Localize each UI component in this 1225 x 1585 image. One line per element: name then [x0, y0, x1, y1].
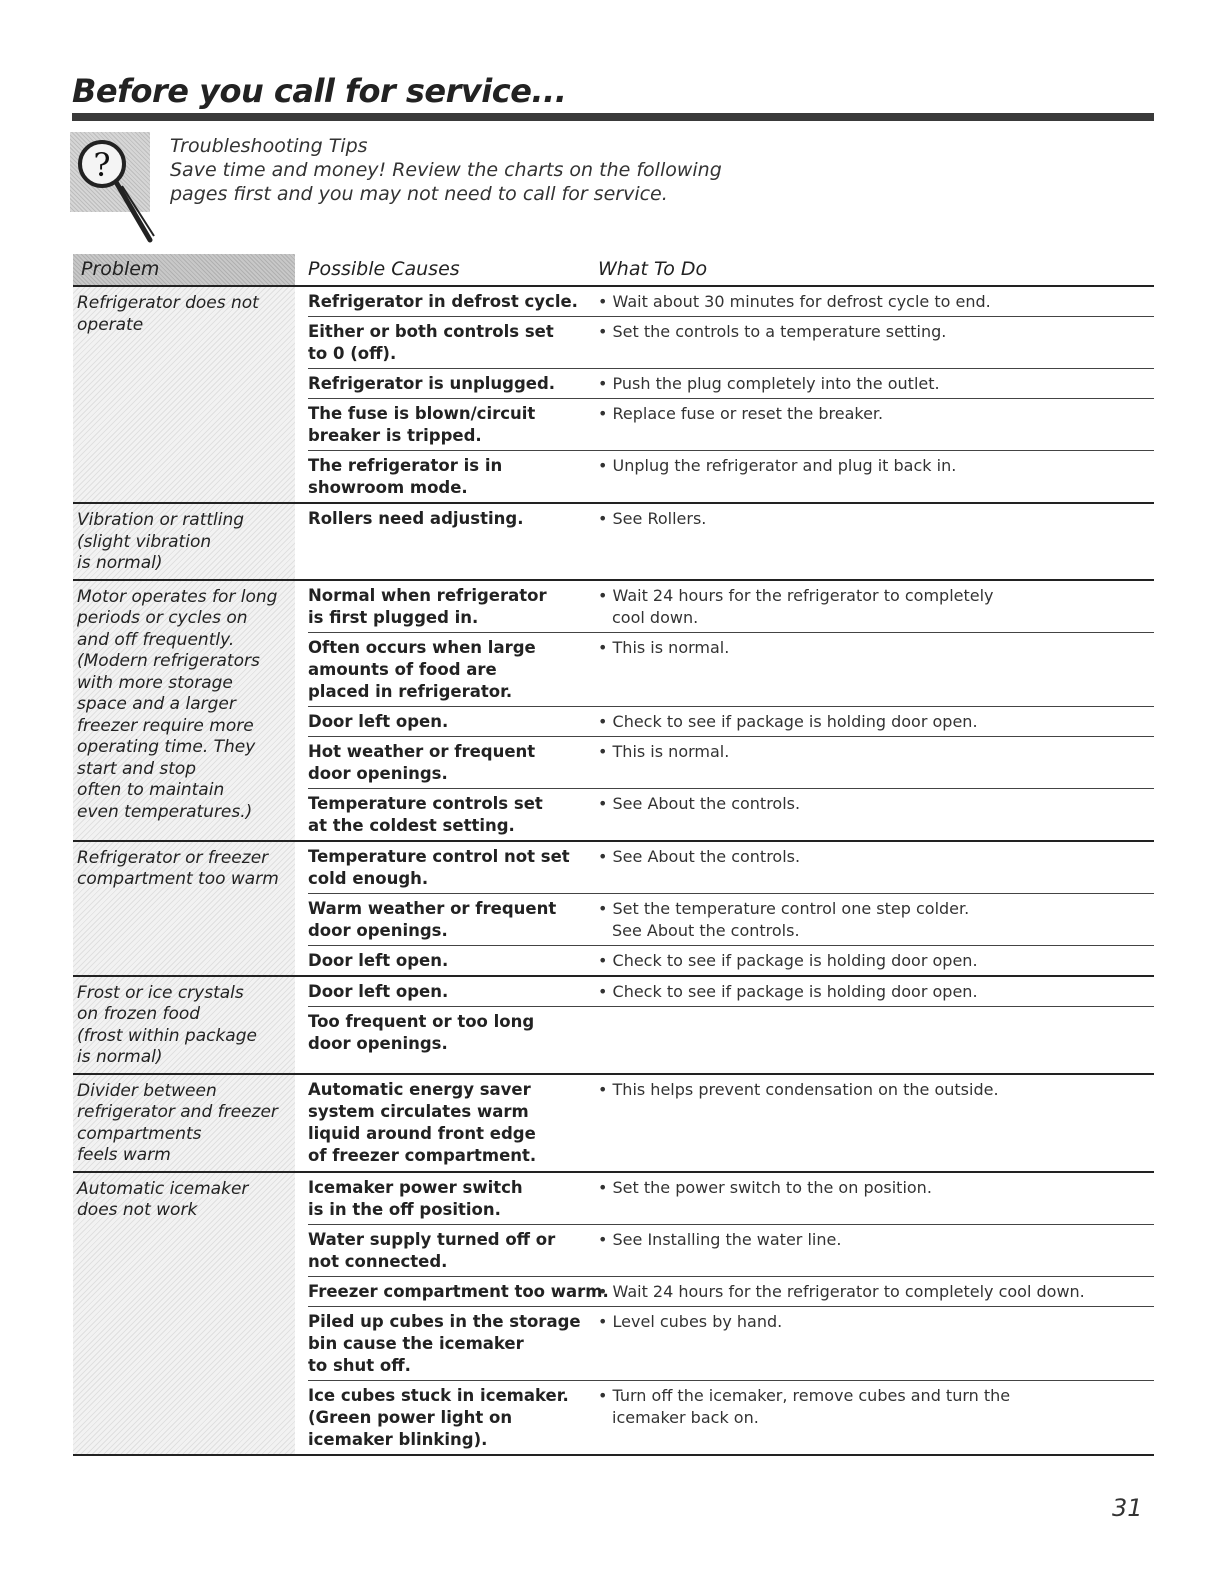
problem-line: often to maintain	[77, 780, 225, 800]
cause-line: showroom mode.	[308, 478, 468, 497]
header-problem: Problem	[73, 254, 295, 285]
todo-line: • See About the controls.	[598, 846, 801, 866]
cause-rows	[295, 504, 1154, 579]
table-row	[308, 317, 1154, 369]
what-to-do	[598, 981, 1154, 1003]
table-row	[308, 1381, 1154, 1454]
cause-rows	[295, 1173, 1154, 1454]
troubleshooting-table	[73, 254, 1154, 1456]
problem-cell	[73, 287, 295, 502]
table-row	[308, 633, 1154, 707]
problem-group	[73, 842, 1154, 977]
problem-line: space and a larger	[77, 694, 236, 714]
possible-cause	[308, 1229, 598, 1273]
cause-line: Water supply turned off or	[308, 1229, 556, 1249]
problem-group	[73, 504, 1154, 581]
magnifier-svg	[70, 132, 156, 244]
tips-line: Save time and money! Review the charts on the following	[170, 159, 722, 181]
table-row	[308, 894, 1154, 946]
problem-line: compartment too warm	[77, 869, 279, 889]
problem-line: is normal)	[77, 1047, 163, 1067]
what-to-do	[598, 846, 1154, 890]
cause-line: Temperature controls set	[308, 793, 543, 813]
what-to-do	[598, 373, 1154, 395]
what-to-do	[598, 403, 1154, 447]
table-row	[308, 707, 1154, 737]
problem-cell	[73, 842, 295, 975]
possible-cause	[308, 950, 598, 972]
table-row	[308, 1007, 1154, 1058]
todo-line: • This helps prevent condensation on the outside.	[598, 1079, 999, 1099]
cause-rows	[295, 842, 1154, 975]
possible-cause	[308, 637, 598, 703]
todo-line: • Check to see if package is holding door open.	[598, 950, 978, 970]
tips-line: pages first and you may not need to call for service.	[170, 183, 668, 205]
problem-line: Frost or ice crystals	[77, 982, 244, 1003]
problem-group	[73, 581, 1154, 842]
problem-line: is normal)	[77, 553, 163, 573]
todo-line: • See About the controls.	[598, 793, 801, 813]
problem-line: operate	[77, 314, 144, 335]
todo-line: • This is normal.	[598, 637, 730, 657]
cause-rows	[295, 1075, 1154, 1171]
cause-line: Freezer compartment too warm.	[308, 1281, 609, 1301]
table-row	[308, 789, 1154, 840]
cause-line: breaker is tripped.	[308, 426, 482, 445]
cause-line: Icemaker power switch	[308, 1177, 523, 1197]
what-to-do	[598, 1011, 1154, 1055]
problem-line: compartments	[77, 1123, 202, 1144]
what-to-do	[598, 455, 1154, 499]
header-possible-causes: Possible Causes	[308, 258, 460, 280]
table-row	[308, 1277, 1154, 1307]
todo-line: • Set the controls to a temperature setting.	[598, 322, 947, 341]
problem-group	[73, 287, 1154, 504]
cause-line: Door left open.	[308, 711, 449, 731]
possible-cause	[308, 1177, 598, 1221]
cause-line: Ice cubes stuck in icemaker.	[308, 1385, 569, 1405]
possible-cause	[308, 1011, 598, 1055]
todo-line: • This is normal.	[598, 741, 730, 761]
cause-line: of freezer compartment.	[308, 1145, 537, 1165]
table-row	[308, 581, 1154, 633]
todo-line: See About the controls.	[612, 920, 800, 940]
problem-line: Automatic icemaker	[77, 1178, 249, 1199]
table-body	[73, 287, 1154, 1456]
cause-line: amounts of food are	[308, 659, 497, 679]
problem-line: (frost within package	[77, 1025, 257, 1046]
problem-cell	[73, 977, 295, 1073]
cause-line: is first plugged in.	[308, 607, 479, 627]
problem-line: operating time. They	[77, 737, 256, 757]
problem-cell	[73, 581, 295, 840]
table-row	[308, 451, 1154, 502]
todo-line: • Wait 24 hours for the refrigerator to completely	[598, 585, 994, 605]
possible-cause	[308, 508, 598, 530]
problem-line: periods or cycles on	[77, 608, 248, 628]
problem-line: on frozen food	[77, 1004, 201, 1024]
page-number: 31	[1112, 1494, 1143, 1522]
possible-cause	[308, 585, 598, 629]
problem-line: Vibration or rattling	[77, 510, 245, 530]
cause-line: is in the off position.	[308, 1199, 501, 1219]
what-to-do	[598, 585, 1154, 629]
svg-text:?: ?	[93, 146, 111, 184]
what-to-do	[598, 1311, 1154, 1377]
possible-cause	[308, 981, 598, 1003]
problem-line: Refrigerator does not	[77, 293, 259, 313]
todo-line: • Check to see if package is holding door open.	[598, 711, 978, 731]
possible-cause	[308, 898, 598, 942]
what-to-do	[598, 291, 1154, 313]
cause-line: icemaker blinking).	[308, 1429, 488, 1449]
todo-line: • See Installing the water line.	[598, 1229, 842, 1249]
cause-line: liquid around front edge	[308, 1123, 536, 1143]
todo-line: • Wait 24 hours for the refrigerator to completely cool down.	[598, 1281, 1085, 1301]
cause-line: system circulates warm	[308, 1101, 529, 1121]
cause-line: The fuse is blown/circuit	[308, 404, 536, 423]
cause-rows	[295, 287, 1154, 502]
todo-line: icemaker back on.	[612, 1407, 759, 1427]
problem-group	[73, 1075, 1154, 1173]
cause-line: Refrigerator is unplugged.	[308, 374, 556, 393]
what-to-do	[598, 1281, 1154, 1303]
table-row	[308, 369, 1154, 399]
table-row	[308, 737, 1154, 789]
table-row	[308, 842, 1154, 894]
possible-cause	[308, 455, 598, 499]
possible-cause	[308, 741, 598, 785]
cause-line: to shut off.	[308, 1355, 411, 1375]
table-row	[308, 1075, 1154, 1170]
problem-line: feels warm	[77, 1145, 171, 1165]
what-to-do	[598, 741, 1154, 785]
what-to-do	[598, 1177, 1154, 1221]
cause-line: Temperature control not set	[308, 846, 570, 866]
problem-cell	[73, 1075, 295, 1171]
what-to-do	[598, 1229, 1154, 1273]
cause-line: door openings.	[308, 920, 448, 940]
title-rule	[72, 113, 1154, 121]
possible-cause	[308, 711, 598, 733]
possible-cause	[308, 793, 598, 837]
possible-cause	[308, 1385, 598, 1451]
cause-line: to 0 (off).	[308, 344, 397, 363]
possible-cause	[308, 1281, 609, 1303]
cause-line: Piled up cubes in the storage	[308, 1311, 581, 1331]
todo-line: • Replace fuse or reset the breaker.	[598, 404, 884, 423]
what-to-do	[598, 1079, 1154, 1167]
todo-line: • Push the plug completely into the outlet.	[598, 374, 940, 393]
cause-line: Hot weather or frequent	[308, 741, 536, 761]
table-row	[308, 504, 1154, 533]
table-header	[73, 254, 1154, 287]
what-to-do	[598, 1385, 1154, 1451]
cause-line: Refrigerator in defrost cycle.	[308, 292, 578, 311]
problem-line: Refrigerator or freezer	[77, 847, 269, 868]
todo-line: • Level cubes by hand.	[598, 1311, 783, 1331]
what-to-do	[598, 793, 1154, 837]
todo-line: • Wait about 30 minutes for defrost cycle to end.	[598, 292, 991, 311]
cause-line: door openings.	[308, 1033, 448, 1053]
table-row	[308, 946, 1154, 975]
problem-cell	[73, 504, 295, 579]
possible-cause	[308, 846, 598, 890]
todo-line: • Check to see if package is holding door open.	[598, 981, 978, 1001]
todo-line: • Set the power switch to the on position.	[598, 1177, 932, 1197]
problem-line: start and stop	[77, 758, 197, 779]
possible-cause	[308, 1079, 598, 1167]
cause-line: bin cause the icemaker	[308, 1333, 524, 1353]
cause-line: placed in refrigerator.	[308, 681, 513, 701]
problem-line: (slight vibration	[77, 531, 212, 552]
tips-line: Troubleshooting Tips	[170, 135, 368, 157]
problem-line: does not work	[77, 1200, 198, 1220]
cause-line: Automatic energy saver	[308, 1079, 531, 1099]
problem-line: Motor operates for long	[77, 586, 278, 607]
todo-line: • Turn off the icemaker, remove cubes and turn the	[598, 1385, 1011, 1405]
table-row	[308, 1225, 1154, 1277]
cause-line: Often occurs when large	[308, 637, 536, 657]
table-row	[308, 1307, 1154, 1381]
what-to-do	[598, 637, 1154, 703]
problem-line: Divider between	[77, 1080, 217, 1101]
problem-line: even temperatures.)	[77, 801, 253, 822]
troubleshooting-tips	[170, 134, 770, 206]
cause-line: cold enough.	[308, 868, 429, 888]
cause-line: Either or both controls set	[308, 322, 554, 341]
cause-line: Normal when refrigerator	[308, 585, 547, 605]
table-row	[308, 399, 1154, 451]
problem-group	[73, 977, 1154, 1075]
cause-line: at the coldest setting.	[308, 815, 515, 835]
possible-cause	[308, 321, 598, 365]
problem-line: freezer require more	[77, 715, 254, 736]
what-to-do	[598, 711, 1154, 733]
problem-line: (Modern refrigerators	[77, 651, 260, 671]
problem-cell	[73, 1173, 295, 1454]
possible-cause	[308, 1311, 598, 1377]
cause-line: Too frequent or too long	[308, 1011, 535, 1031]
cause-rows	[295, 977, 1154, 1073]
what-to-do	[598, 508, 1154, 530]
cause-line: The refrigerator is in	[308, 456, 503, 475]
header-what-to-do: What To Do	[598, 258, 708, 280]
possible-cause	[308, 291, 598, 313]
todo-line: • See Rollers.	[598, 509, 707, 528]
cause-line: Door left open.	[308, 950, 449, 970]
problem-group	[73, 1173, 1154, 1456]
possible-cause	[308, 373, 598, 395]
problem-line: refrigerator and freezer	[77, 1102, 278, 1122]
cause-line: not connected.	[308, 1251, 448, 1271]
what-to-do	[598, 321, 1154, 365]
possible-cause	[308, 403, 598, 447]
cause-line: door openings.	[308, 763, 448, 783]
cause-line: Rollers need adjusting.	[308, 509, 524, 528]
problem-line: with more storage	[77, 672, 233, 693]
question-magnifier-icon	[70, 132, 156, 244]
todo-line: • Set the temperature control one step colder.	[598, 898, 970, 918]
page-title: Before you call for service...	[72, 72, 567, 110]
table-row	[308, 287, 1154, 317]
problem-line: and off frequently.	[77, 629, 235, 650]
what-to-do	[598, 950, 1154, 972]
cause-line: Door left open.	[308, 981, 449, 1001]
table-row	[308, 977, 1154, 1007]
cause-line: (Green power light on	[308, 1407, 513, 1427]
todo-line: cool down.	[612, 607, 699, 627]
what-to-do	[598, 898, 1154, 942]
table-row	[308, 1173, 1154, 1225]
cause-line: Warm weather or frequent	[308, 898, 557, 918]
cause-rows	[295, 581, 1154, 840]
todo-line: • Unplug the refrigerator and plug it back in.	[598, 456, 957, 475]
